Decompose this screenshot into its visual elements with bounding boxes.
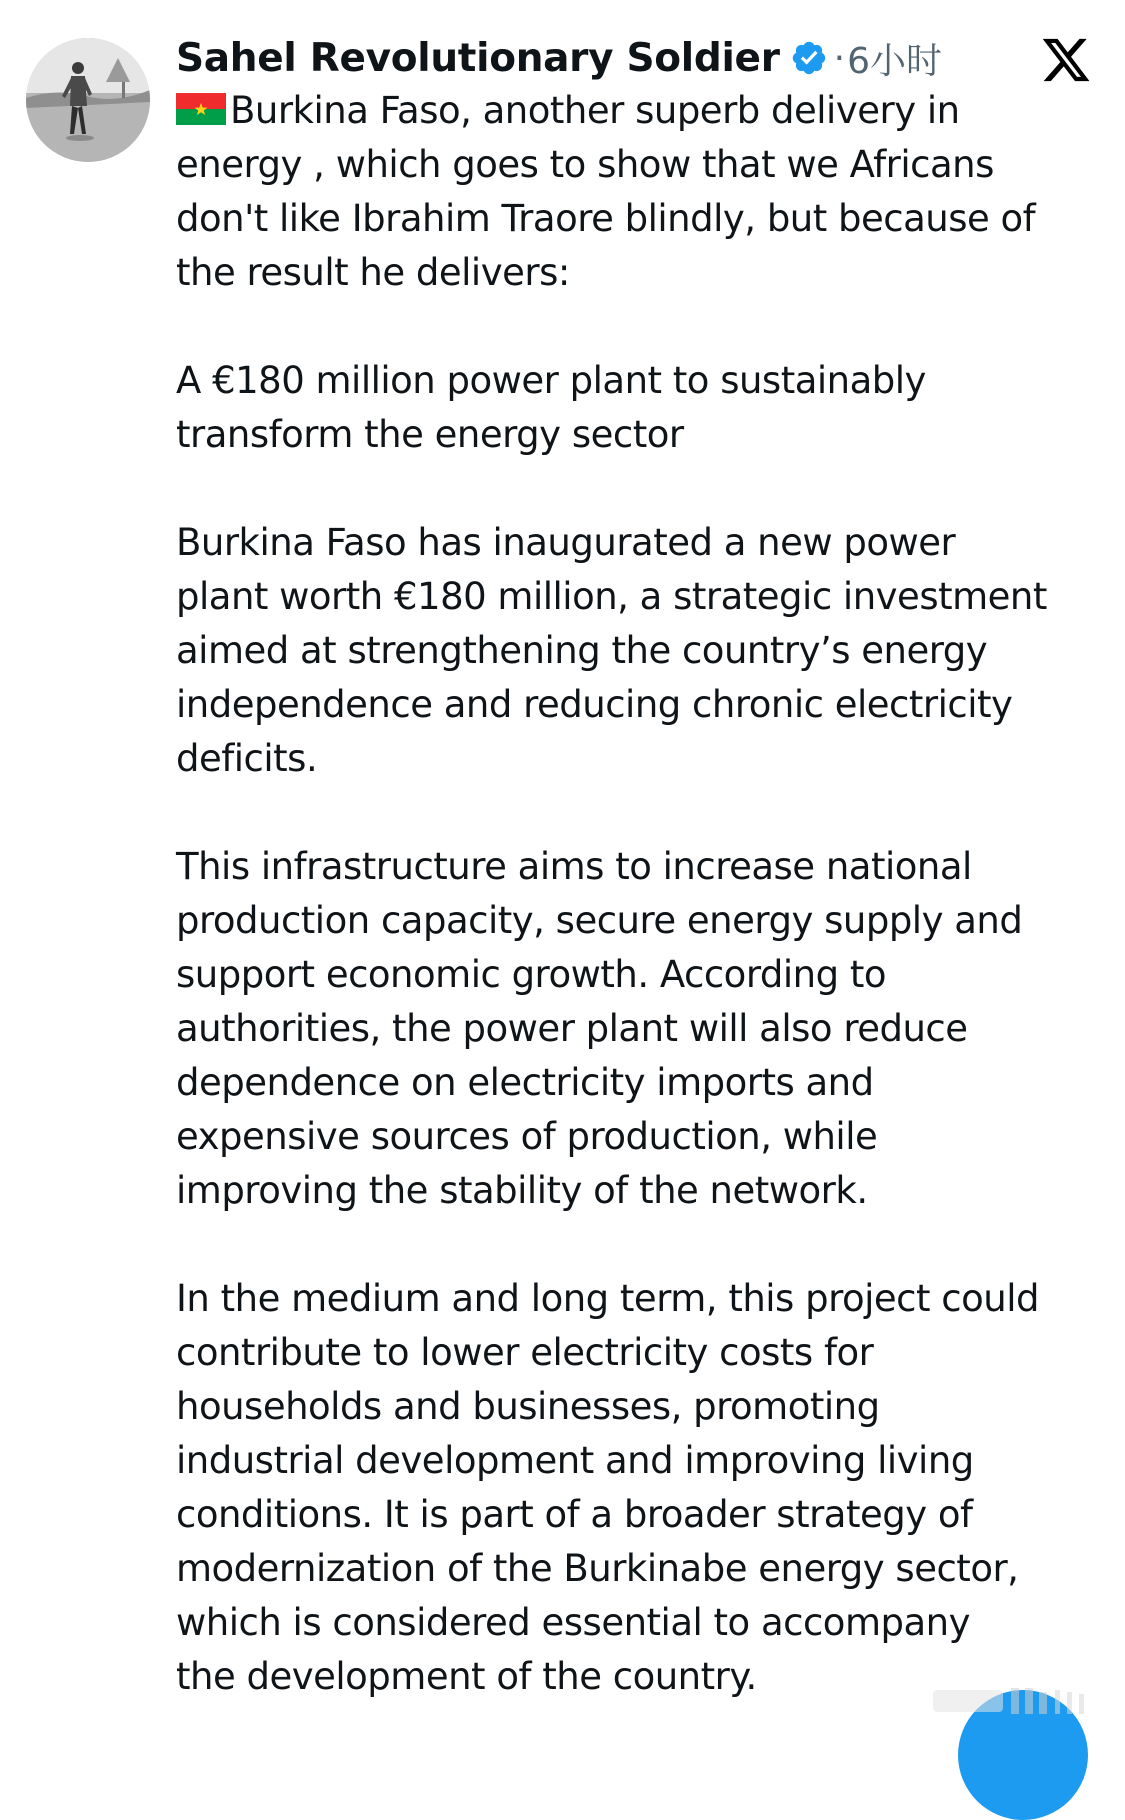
paragraph-line: This infrastructure aims to increase national <box>176 845 972 888</box>
paragraph-line: deficits. <box>176 737 318 780</box>
author-display-name[interactable]: Sahel Revolutionary Soldier <box>176 35 780 81</box>
paragraph-line: dependence on electricity imports and <box>176 1061 874 1104</box>
paragraph-line: households and businesses, promoting <box>176 1385 880 1428</box>
x-logo-icon <box>1040 34 1092 86</box>
paragraph-line: don't like Ibrahim Traore blindly, but because of <box>176 197 1036 240</box>
paragraph-line: which is considered essential to accompany <box>176 1601 970 1644</box>
paragraph-line: Burkina Faso has inaugurated a new power <box>176 521 956 564</box>
avatar[interactable] <box>26 38 150 162</box>
paragraph-line: In the medium and long term, this project could <box>176 1277 1039 1320</box>
paragraph-line: support economic growth. According to <box>176 953 886 996</box>
avatar-photo <box>26 38 150 162</box>
paragraph-line: independence and reducing chronic electricity <box>176 683 1013 726</box>
paragraph-line: expensive sources of production, while <box>176 1115 878 1158</box>
text-line <box>176 84 1106 138</box>
burkina-faso-flag-icon <box>176 93 226 125</box>
paragraph-line: the development of the country. <box>176 1655 757 1698</box>
paragraph-line: plant worth €180 million, a strategic investment <box>176 575 1047 618</box>
post-timestamp[interactable]: 6小时 <box>847 40 942 82</box>
watermark-icon <box>925 1680 1100 1720</box>
paragraph-line: improving the stability of the network. <box>176 1169 868 1212</box>
paragraph-line: conditions. It is part of a broader strategy of <box>176 1493 973 1536</box>
paragraph <box>176 354 1106 462</box>
paragraph <box>176 1272 1106 1704</box>
paragraph-line: transform the energy sector <box>176 413 684 456</box>
paragraph-line: energy , which goes to show that we Africans <box>176 143 994 186</box>
paragraph-line: the result he delivers: <box>176 251 570 294</box>
paragraph-line: contribute to lower electricity costs for <box>176 1331 874 1374</box>
meta-separator: · <box>833 37 846 79</box>
paragraph-line: aimed at strengthening the country’s energy <box>176 629 988 672</box>
paragraph-line: modernization of the Burkinabe energy sector, <box>176 1547 1019 1590</box>
verified-badge-icon <box>790 39 828 77</box>
paragraph-line: industrial development and improving living <box>176 1439 974 1482</box>
post-text <box>176 84 1106 1704</box>
paragraph-line: production capacity, secure energy supply and <box>176 899 1023 942</box>
post-header <box>176 28 942 88</box>
paragraph <box>176 840 1106 1218</box>
paragraph-line: A €180 million power plant to sustainably <box>176 359 926 402</box>
paragraph <box>176 84 1106 300</box>
paragraph-line: authorities, the power plant will also reduce <box>176 1007 968 1050</box>
paragraph-line: Burkina Faso, another superb delivery in <box>230 89 960 132</box>
paragraph <box>176 516 1106 786</box>
